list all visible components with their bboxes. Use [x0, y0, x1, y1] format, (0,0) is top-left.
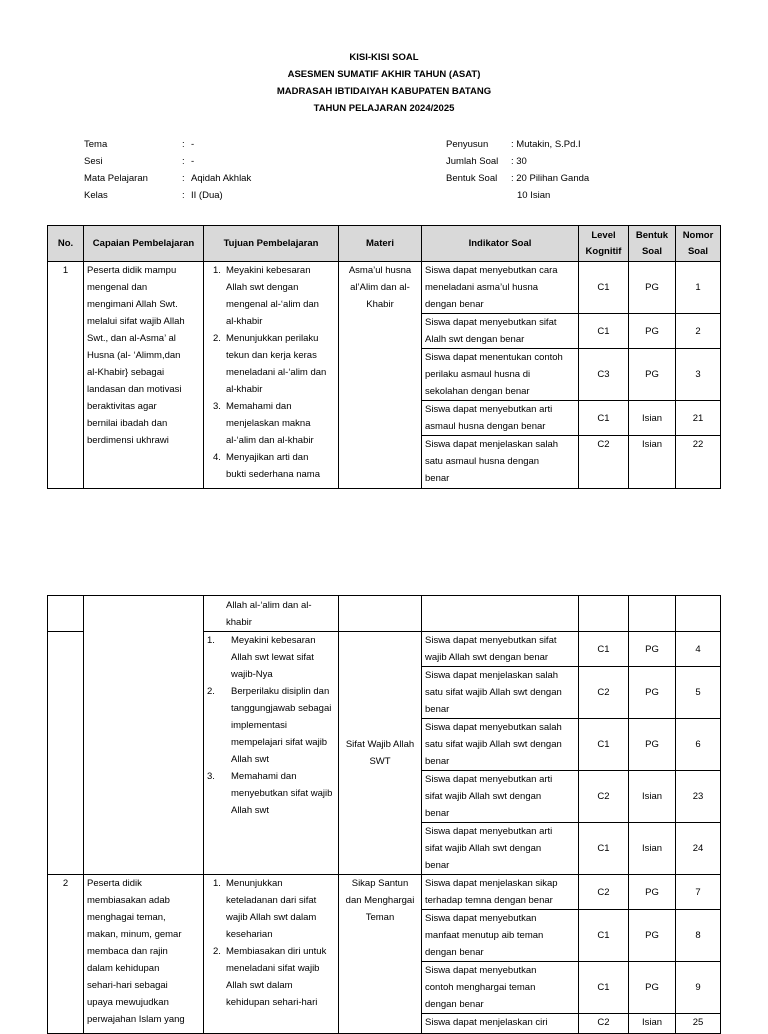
cell-tujuan [204, 262, 339, 489]
capaian-line: bernilai ibadah dan [87, 418, 168, 429]
cell-level: C2 [579, 875, 629, 910]
capaian-line: berdimensi ukhrawi [87, 435, 169, 446]
cell-nomor: 23 [676, 771, 721, 823]
objective-item [207, 398, 335, 449]
objective-line: Allah swt [231, 805, 270, 816]
cell-bentuk: PG [629, 910, 676, 962]
materi-line: Asma’ul husna [348, 265, 412, 276]
capaian-line: mengimani Allah Swt. [87, 299, 178, 310]
col-indikator: Indikator Soal [422, 226, 579, 262]
meta-value: - [191, 139, 195, 150]
objective-line: khabir [226, 617, 252, 628]
cell-tujuan [204, 632, 339, 875]
objective-line: mempelajari sifat wajib [231, 737, 328, 748]
cell-capaian [84, 262, 204, 489]
capaian-line: makan, minum, gemar [87, 929, 182, 940]
materi-line: Sifat Wajib Allah [345, 739, 415, 750]
cell-bentuk: PG [629, 262, 676, 314]
indikator-line: sifat wajib Allah swt dengan [425, 843, 542, 854]
indikator-line: dengan benar [425, 947, 484, 958]
objective-line: bukti sederhana nama [226, 469, 321, 480]
cell-indikator [422, 910, 579, 962]
cell-level: C1 [579, 262, 629, 314]
objective-line: Meyakini kebesaran [231, 635, 316, 646]
cell-indikator [422, 875, 579, 910]
indikator-line: Siswa dapat menyebutkan [425, 913, 537, 924]
cell-bentuk: PG [629, 667, 676, 719]
cell-bentuk: Isian [629, 401, 676, 436]
cell-materi [339, 875, 422, 1034]
meta-value: 10 Isian [517, 190, 551, 201]
cell-level: C2 [579, 771, 629, 823]
cell-bentuk: PG [629, 314, 676, 349]
cell-no [48, 632, 84, 875]
col-nomor-line: Soal [687, 245, 709, 257]
meta-value: : Mutakin, S.Pd.I [511, 139, 581, 150]
cell-bentuk: PG [629, 632, 676, 667]
cell-bentuk: Isian [629, 1014, 676, 1034]
capaian-line: al-Khabir} sebagai [87, 367, 165, 378]
cell-level: C2 [579, 436, 629, 489]
cell-level: C1 [579, 962, 629, 1014]
cell-indikator [422, 719, 579, 771]
indikator-line: Siswa dapat menyebutkan sifat [425, 635, 557, 646]
cell-capaian [84, 875, 204, 1034]
col-level [579, 226, 629, 262]
cell-nomor: 6 [676, 719, 721, 771]
indikator-line: satu asmaul husna dengan [425, 456, 540, 467]
indikator-line: benar [425, 704, 450, 715]
objective-item [207, 768, 335, 819]
objective-item [207, 330, 335, 398]
objective-number: 1. [207, 635, 215, 646]
indikator-line: Siswa dapat menjelaskan ciri [425, 1017, 548, 1028]
meta-value: - [191, 156, 195, 167]
col-no: No. [48, 226, 84, 262]
meta-label: Penyusun [446, 139, 489, 150]
indikator-line: benar [425, 808, 450, 819]
objective-line: mengenal al-‘alim dan [226, 299, 319, 310]
objective-line: tanggungjawab sebagai [231, 703, 332, 714]
cell-no [48, 596, 84, 632]
cell-level: C1 [579, 632, 629, 667]
cell-nomor: 24 [676, 823, 721, 875]
capaian-line: sehari-hari sebagai [87, 980, 168, 991]
objective-number: 3. [207, 771, 215, 782]
objective-line: al-‘alim dan al-khabir [226, 435, 314, 446]
cell-nomor: 21 [676, 401, 721, 436]
cell-level: C1 [579, 910, 629, 962]
cell-capaian [84, 596, 204, 875]
cell-nomor: 8 [676, 910, 721, 962]
capaian-line: menghagai teman, [87, 912, 166, 923]
cell-nomor: 25 [676, 1014, 721, 1034]
objective-line: Allah swt dalam [226, 980, 293, 991]
cell-no: 2 [48, 875, 84, 1034]
indikator-line: benar [425, 473, 450, 484]
objective-line: Berperilaku disiplin dan [231, 686, 330, 697]
objective-line: al-khabir [226, 316, 263, 327]
capaian-line: perwajahan Islam yang [87, 1014, 185, 1025]
cell-level: C1 [579, 401, 629, 436]
indikator-line: perilaku asmaul husna di [425, 369, 531, 380]
materi-line: dan Menghargai [345, 895, 415, 906]
indikator-line: manfaat menutup aib teman [425, 930, 544, 941]
doc-subtitle-asat: ASESMEN SUMATIF AKHIR TAHUN (ASAT) [287, 69, 481, 80]
indikator-line: Siswa dapat menentukan contoh [425, 352, 563, 363]
objective-line: Membiasakan diri untuk [226, 946, 327, 957]
objective-line: al-khabir [226, 384, 263, 395]
capaian-line: beraktivitas agar [87, 401, 157, 412]
materi-line: SWT [369, 756, 391, 767]
indikator-line: contoh menghargai teman [425, 982, 536, 993]
cell-indikator [422, 632, 579, 667]
objective-item [207, 683, 335, 768]
cell-indikator [422, 401, 579, 436]
meta-value: Aqidah Akhlak [191, 173, 252, 184]
cell-nomor: 2 [676, 314, 721, 349]
objective-line: meneladani sifat wajib [226, 963, 320, 974]
objective-line: menyebutkan sifat wajib [231, 788, 333, 799]
cell-bentuk: PG [629, 719, 676, 771]
objective-line: meneladani al-‘alim dan [226, 367, 327, 378]
indikator-line: sifat wajib Allah swt dengan [425, 791, 542, 802]
objective-line: implementasi [231, 720, 287, 731]
objective-number: 2. [213, 946, 221, 957]
materi-line: Khabir [366, 299, 394, 310]
cell-level: C2 [579, 667, 629, 719]
col-nomor-line: Nomor [682, 229, 714, 241]
col-tujuan: Tujuan Pembelajaran [204, 226, 339, 262]
indikator-line: asmaul husna dengan benar [425, 421, 546, 432]
objective-number: 4. [213, 452, 221, 463]
cell-level: C1 [579, 823, 629, 875]
cell-indikator [422, 349, 579, 401]
objective-line: Menunjukkan [226, 878, 283, 889]
indikator-line: Siswa dapat menyebutkan salah [425, 722, 562, 733]
indikator-line: meneladani asma’ul husna [425, 282, 539, 293]
indikator-line: Siswa dapat menyebutkan arti [425, 404, 553, 415]
cell-no: 1 [48, 262, 84, 489]
capaian-line: Peserta didik mampu [87, 265, 177, 276]
objective-line: Memahami dan [231, 771, 297, 782]
meta-sep: : [182, 190, 185, 201]
capaian-line: dalam kehidupan [87, 963, 160, 974]
objective-line: Menunjukkan perilaku [226, 333, 319, 344]
cell-bentuk [629, 596, 676, 632]
materi-line: al’Alim dan al- [350, 282, 410, 293]
cell-indikator [422, 823, 579, 875]
capaian-line: Peserta didik [87, 878, 142, 889]
indikator-line: Alalh swt dengan benar [425, 334, 525, 345]
table-header-row [48, 226, 721, 262]
objective-item [207, 632, 335, 683]
kisi-table-page1 [47, 225, 721, 489]
cell-level: C1 [579, 719, 629, 771]
objective-line: wajib Allah swt dalam [226, 912, 317, 923]
cell-bentuk: PG [629, 349, 676, 401]
objective-line: Allah swt dengan [226, 282, 299, 293]
cell-materi [339, 632, 422, 875]
indikator-line: sekolahan dengan benar [425, 386, 530, 397]
cell-nomor: 9 [676, 962, 721, 1014]
indikator-line: Siswa dapat menyebutkan arti [425, 774, 553, 785]
cell-indikator [422, 771, 579, 823]
doc-title: KISI-KISI SOAL [349, 52, 419, 63]
indikator-line: Siswa dapat menjelaskan salah [425, 670, 559, 681]
cell-nomor [676, 596, 721, 632]
cell-nomor: 22 [676, 436, 721, 489]
meta-sep: : [182, 139, 185, 150]
col-level-line: Kognitif [585, 245, 622, 257]
meta-value: II (Dua) [191, 190, 223, 201]
objective-item [207, 875, 335, 943]
table-row [48, 596, 721, 632]
cell-indikator [422, 436, 579, 489]
meta-value: : 20 Pilihan Ganda [511, 173, 590, 184]
cell-materi [339, 596, 422, 632]
objective-line: Allah al-‘alim dan al- [226, 600, 312, 611]
capaian-line: membaca dan rajin [87, 946, 168, 957]
meta-label: Mata Pelajaran [84, 173, 148, 184]
indikator-line: Siswa dapat menjelaskan salah [425, 439, 559, 450]
objective-line: kehidupan sehari-hari [226, 997, 318, 1008]
cell-bentuk: Isian [629, 771, 676, 823]
kisi-table-page2 [47, 595, 721, 1034]
cell-level: C2 [579, 1014, 629, 1034]
indikator-line: Siswa dapat menjelaskan sikap [425, 878, 558, 889]
meta-value: : 30 [511, 156, 527, 167]
objective-line: keseharian [226, 929, 273, 940]
meta-label: Jumlah Soal [446, 156, 499, 167]
meta-sep: : [182, 173, 185, 184]
cell-level: C3 [579, 349, 629, 401]
meta-label: Bentuk Soal [446, 173, 498, 184]
meta-label: Tema [84, 139, 108, 150]
capaian-line: upaya mewujudkan [87, 997, 169, 1008]
indikator-line: satu sifat wajib Allah swt dengan [425, 739, 562, 750]
indikator-line: dengan benar [425, 999, 484, 1010]
objective-number: 2. [213, 333, 221, 344]
indikator-line: satu sifat wajib Allah swt dengan [425, 687, 562, 698]
cell-nomor: 1 [676, 262, 721, 314]
cell-indikator [422, 596, 579, 632]
objective-line: Allah swt lewat sifat [231, 652, 314, 663]
objective-line: Allah swt [231, 754, 270, 765]
capaian-line: membiasakan adab [87, 895, 170, 906]
capaian-line: mengenal dan [87, 282, 148, 293]
objective-line: keteladanan dari sifat [226, 895, 317, 906]
cell-bentuk: Isian [629, 436, 676, 489]
indikator-line: benar [425, 860, 450, 871]
doc-subtitle-year: TAHUN PELAJARAN 2024/2025 [313, 103, 455, 114]
cell-tujuan [204, 875, 339, 1034]
cell-indikator [422, 314, 579, 349]
cell-bentuk: PG [629, 875, 676, 910]
cell-indikator [422, 262, 579, 314]
objective-line: Memahami dan [226, 401, 292, 412]
objective-item [207, 449, 335, 483]
capaian-line: Husna (al- ‘Alimm,dan [87, 350, 181, 361]
materi-line: Sikap Santun [351, 878, 409, 889]
table-row [48, 262, 721, 314]
capaian-line: Swt., dan al-Asma’ al [87, 333, 176, 344]
col-bentuk-line: Bentuk [635, 229, 669, 241]
cell-indikator [422, 962, 579, 1014]
col-bentuk-line: Soal [641, 245, 663, 257]
cell-bentuk: PG [629, 962, 676, 1014]
cell-level [579, 596, 629, 632]
objective-number: 1. [213, 265, 221, 276]
materi-line: Teman [365, 912, 395, 923]
indikator-line: Siswa dapat menyebutkan cara [425, 265, 558, 276]
objective-line: menjelaskan makna [226, 418, 311, 429]
objective-line: tekun dan kerja keras [226, 350, 317, 361]
objective-item [207, 262, 335, 330]
cell-indikator [422, 667, 579, 719]
cell-nomor: 7 [676, 875, 721, 910]
table-row [48, 875, 721, 910]
objective-line: wajib-Nya [231, 669, 273, 680]
cell-nomor: 3 [676, 349, 721, 401]
indikator-line: Siswa dapat menyebutkan [425, 965, 537, 976]
objective-number: 2. [207, 686, 215, 697]
objective-number: 3. [213, 401, 221, 412]
meta-sep: : [182, 156, 185, 167]
indikator-line: Siswa dapat menyebutkan sifat [425, 317, 557, 328]
col-bentuk [629, 226, 676, 262]
cell-nomor: 5 [676, 667, 721, 719]
cell-bentuk: Isian [629, 823, 676, 875]
indikator-line: Siswa dapat menyebutkan arti [425, 826, 553, 837]
indikator-line: terhadap temna dengan benar [425, 895, 553, 906]
meta-label: Sesi [84, 156, 103, 167]
objective-number: 1. [213, 878, 221, 889]
capaian-line: melalui sifat wajib Allah [87, 316, 185, 327]
cell-tujuan-cont [204, 596, 339, 632]
capaian-line: landasan dan motivasi [87, 384, 182, 395]
col-nomor [676, 226, 721, 262]
indikator-line: benar [425, 756, 450, 767]
doc-subtitle-madrasah: MADRASAH IBTIDAIYAH KABUPATEN BATANG [276, 86, 492, 97]
objective-line: Meyakini kebesaran [226, 265, 311, 276]
objective-line: Menyajikan arti dan [226, 452, 309, 463]
col-capaian: Capaian Pembelajaran [84, 226, 204, 262]
indikator-line: wajib Allah swt dengan benar [425, 652, 549, 663]
cell-materi [339, 262, 422, 489]
meta-label: Kelas [84, 190, 108, 201]
objective-item [207, 943, 335, 1011]
col-materi: Materi [339, 226, 422, 262]
cell-level: C1 [579, 314, 629, 349]
col-level-line: Level [591, 229, 616, 241]
indikator-line: dengan benar [425, 299, 484, 310]
cell-nomor: 4 [676, 632, 721, 667]
